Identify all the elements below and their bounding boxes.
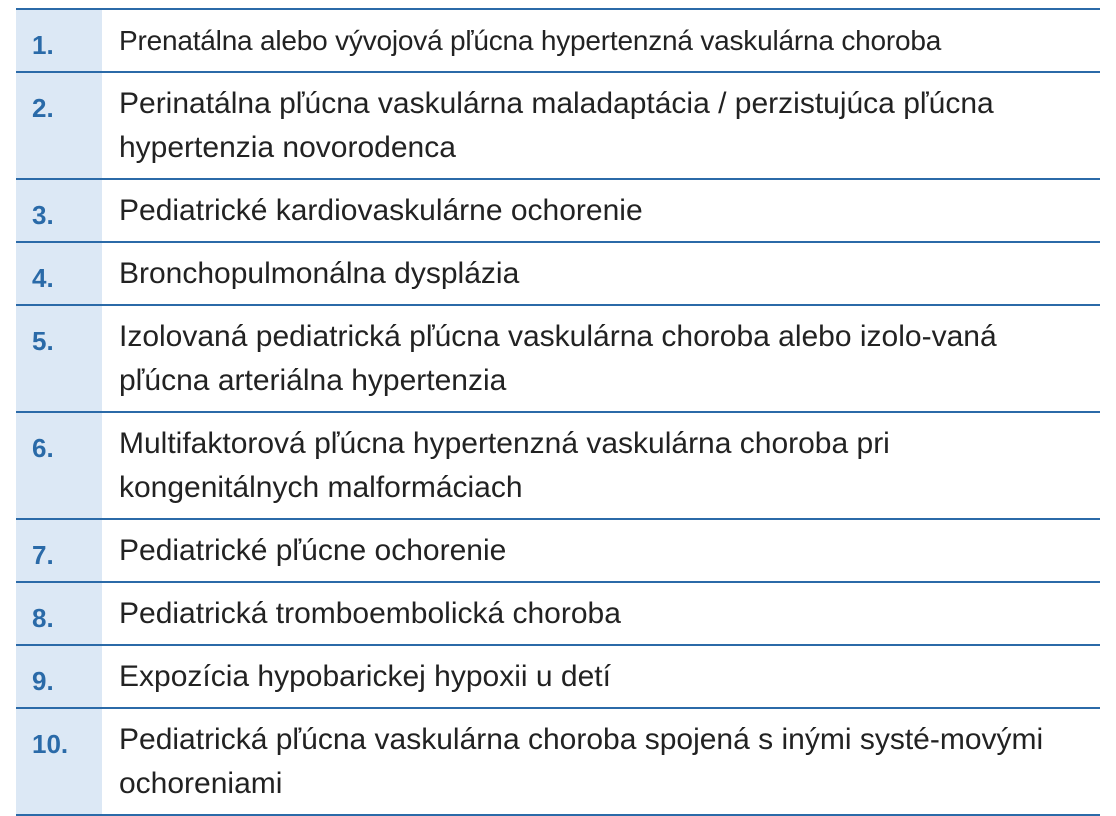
table-row (16, 520, 1100, 583)
row-text: Pediatrická pľúcna vaskulárna choroba spojená s inými systé-movými ochoreniami (119, 723, 1044, 800)
row-number: 7. (16, 520, 102, 581)
table-row (16, 180, 1100, 243)
row-number: 9. (16, 646, 102, 707)
row-number: 4. (16, 243, 102, 304)
row-text: Pediatrické pľúcne ochorenie (119, 534, 507, 567)
row-text: Izolovaná pediatrická pľúcna vaskulárna choroba alebo izolo-vaná pľúcna arteriálna hypertenzia (119, 320, 997, 397)
row-number: 8. (16, 583, 102, 644)
table-row (16, 413, 1100, 520)
row-text: Pediatrické kardiovaskulárne ochorenie (119, 194, 643, 227)
row-number: 3. (16, 180, 102, 241)
table-row (16, 10, 1100, 73)
row-number: 6. (16, 413, 102, 518)
row-number: 1. (16, 10, 102, 71)
row-text: Pediatrická tromboembolická choroba (119, 597, 621, 630)
row-number: 5. (16, 306, 102, 411)
row-text: Expozícia hypobarickej hypoxii u detí (119, 660, 611, 693)
table-row (16, 73, 1100, 180)
table-row (16, 306, 1100, 413)
classification-table (16, 8, 1100, 816)
table-row (16, 646, 1100, 709)
row-number: 2. (16, 73, 102, 178)
row-number: 10. (16, 709, 102, 814)
table-row (16, 243, 1100, 306)
table-row (16, 583, 1100, 646)
row-text: Multifaktorová pľúcna hypertenzná vaskulárna choroba pri kongenitálnych malformáciach (119, 427, 890, 504)
row-text: Bronchopulmonálna dysplázia (119, 257, 520, 290)
row-text: Perinatálna pľúcna vaskulárna maladaptácia / perzistujúca pľúcna hypertenzia novorodenca (119, 87, 994, 164)
row-text: Prenatálna alebo vývojová pľúcna hypertenzná vaskulárna choroba (119, 25, 942, 56)
